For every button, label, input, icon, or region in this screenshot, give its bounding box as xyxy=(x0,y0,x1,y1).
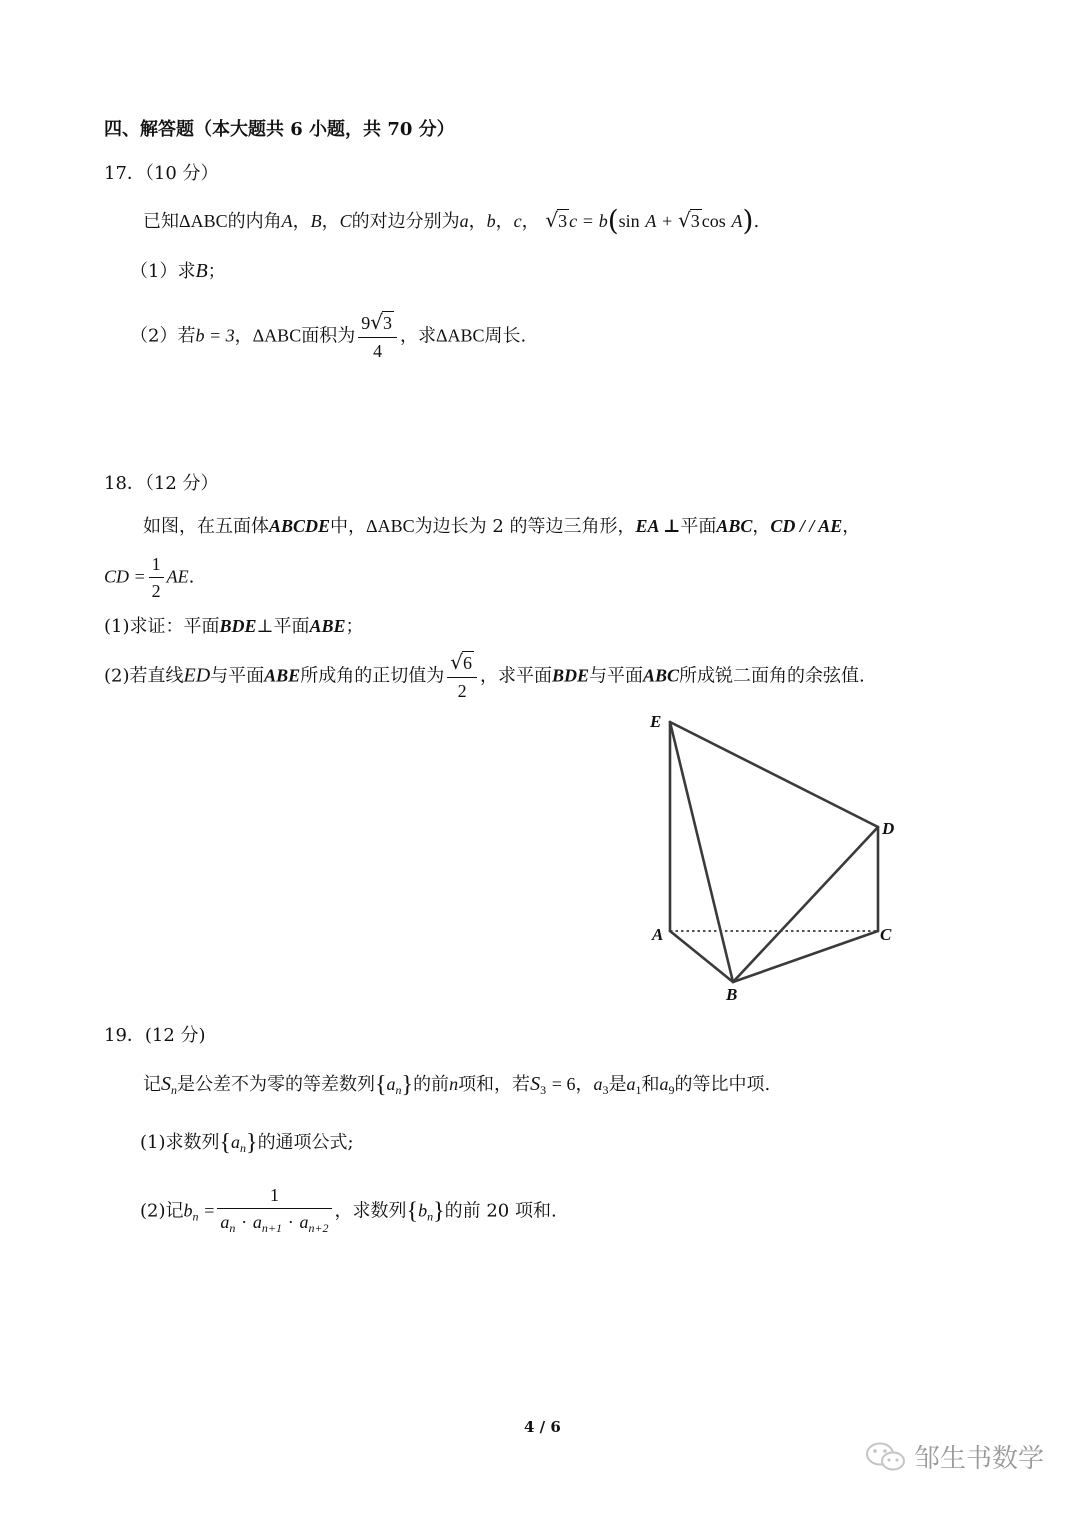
q19-part2: (2)记$b_n$ = $\frac{1}{a_n \cdot a_{n+1} \cdot a_{n+2}}$ ，求数列$\{b_n\}$的前 20 项和. xyxy=(140,1183,557,1240)
q18-part2: (2)若直线ED与平面ABE所成角的正切值为 $\frac{√6}{2}$ ，求平面BDE与平面ABC所成锐二面角的余弦值. xyxy=(104,650,865,701)
q19-heading: 19．(12 分) xyxy=(104,1025,206,1046)
q17-area-fraction: $\frac{9√3}{4}$ xyxy=(358,310,397,363)
label-D: D xyxy=(882,819,895,838)
q17-part1: （1）求B； xyxy=(130,260,226,282)
q18-part1: (1)求证：平面BDE⊥平面ABE； xyxy=(104,616,364,637)
q19-part1: (1)求数列$\{a_n\}$的通项公式; xyxy=(140,1130,354,1156)
wechat-icon xyxy=(864,1439,908,1475)
q17-part2: （2）若b = 3，ΔABC面积为 $\frac{9√3}{4}$ ，求ΔABC周长. xyxy=(130,310,527,361)
watermark-text: 邹生书数学 xyxy=(914,1444,1045,1474)
label-C: C xyxy=(880,925,892,944)
q19-bn-fraction: $\frac{1}{a_n \cdot a_{n+1} \cdot a_{n+2}}$ xyxy=(217,1183,331,1240)
q17-heading: 17．（10 分） xyxy=(104,163,219,184)
edge-EB xyxy=(670,722,733,982)
q18-stem-line2: CD = $\frac{1}{2}$ AE. xyxy=(104,554,195,601)
edge-DB xyxy=(733,827,878,982)
q18-pentahedron-figure xyxy=(630,700,920,1015)
q17-stem: 已知ΔABC的内角A，B，C的对边分别为a，b，c， √3 c = b(sin A + √3 cos A). xyxy=(143,204,760,237)
q18-stem-line1: 如图，在五面体ABCDE中，ΔABC为边长为 2 的等边三角形，EA ⊥平面ABC，CD / / AE， xyxy=(143,516,861,537)
section-title: 四、解答题（本大题共 6 小题，共 70 分） xyxy=(104,119,455,140)
label-A: A xyxy=(652,925,664,944)
edge-ED xyxy=(670,722,878,827)
q19-stem: 记$S_n$是公差不为零的等差数列$\{a_n\}$的前n项和，若$S_3 = 6$，$a_3$是$a_1$和$a_9$的等比中项. xyxy=(143,1072,771,1098)
label-B: B xyxy=(726,985,738,1004)
page-number: 4 / 6 xyxy=(524,1418,561,1436)
label-E: E xyxy=(650,712,662,731)
edge-BC xyxy=(733,931,878,982)
q18-tan-fraction: $\frac{√6}{2}$ xyxy=(447,650,477,703)
watermark xyxy=(864,1438,1044,1475)
q18-heading: 18．（12 分） xyxy=(104,473,219,494)
q18-half-fraction: $\frac{1}{2}$ xyxy=(149,552,164,603)
q17-equation: √3 c = b(sin A + √3 cos A). xyxy=(545,204,760,237)
